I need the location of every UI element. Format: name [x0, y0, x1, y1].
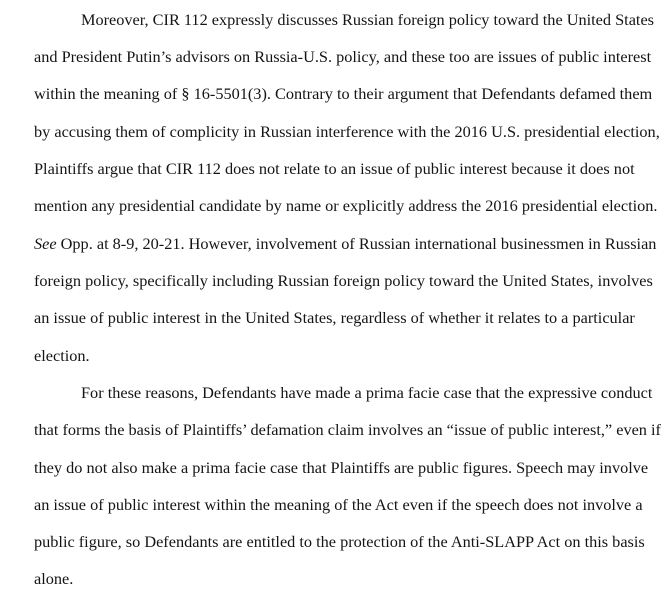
- citation-text: Opp. at 8-9, 20-21. However, involvement of Russian international businessmen in Russian: [56, 234, 657, 253]
- paragraph-line: they do not also make a prima facie case that Plaintiffs are public figures. Speech may involve: [34, 458, 649, 477]
- citation-signal: See: [34, 234, 57, 253]
- paragraph-line: public figure, so Defendants are entitled to the protection of the Anti-SLAPP Act on this basis: [34, 532, 645, 551]
- paragraph-line: within the meaning of § 16-5501(3). Contrary to their argument that Defendants defamed them: [34, 84, 653, 103]
- paragraph-line: that forms the basis of Plaintiffs’ defamation claim involves an “issue of public interest,” even if: [34, 420, 661, 439]
- paragraph-line: Moreover, CIR 112 expressly discusses Russian foreign policy toward the United States: [81, 10, 655, 29]
- paragraph-line: Plaintiffs argue that CIR 112 does not relate to an issue of public interest because it does not: [34, 159, 635, 178]
- paragraph-line-citation: [34, 234, 656, 254]
- paragraph-line: alone.: [34, 569, 74, 588]
- paragraph-line: by accusing them of complicity in Russian interference with the 2016 U.S. presidential election,: [34, 122, 660, 141]
- paragraph-line: an issue of public interest in the United States, regardless of whether it relates to a particular: [34, 308, 635, 327]
- paragraph-line: and President Putin’s advisors on Russia-U.S. policy, and these too are issues of public interest: [34, 47, 652, 66]
- paragraph-line: foreign policy, specifically including Russian foreign policy toward the United States, involves: [34, 271, 653, 290]
- paragraph-line: an issue of public interest within the meaning of the Act even if the speech does not involve a: [34, 495, 643, 514]
- paragraph-line: For these reasons, Defendants have made a prima facie case that the expressive conduct: [81, 383, 653, 402]
- paragraph-line: election.: [34, 346, 90, 365]
- paragraph-line: mention any presidential candidate by name or explicitly address the 2016 presidential election.: [34, 196, 658, 215]
